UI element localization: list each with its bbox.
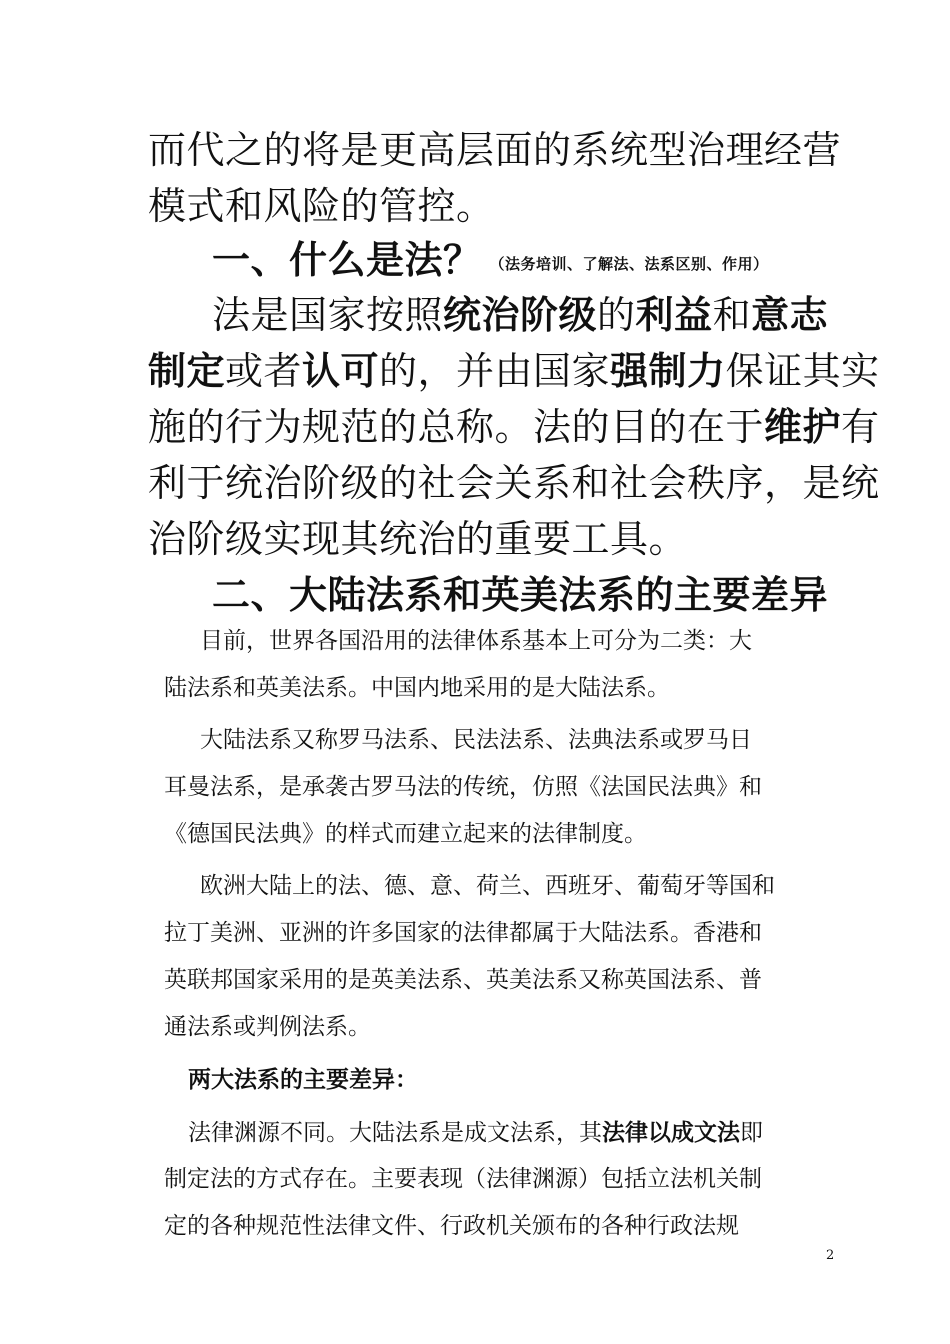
text-run: 即	[740, 1120, 763, 1146]
emphasis-run: 统治阶级	[443, 293, 598, 337]
section1-para-line-1	[212, 287, 828, 343]
emphasis-run: 意志	[751, 293, 829, 337]
section2-subheading: 两大法系的主要差异：	[188, 1066, 418, 1093]
section2-p3-line-4: 通法系或判例法系。	[164, 1014, 371, 1040]
text-run: 法是国家按照	[212, 293, 444, 337]
emphasis-run: 维护	[764, 405, 842, 449]
text-run: 或者	[225, 349, 303, 393]
text-run: 的	[597, 293, 636, 337]
text-run: 有	[841, 405, 880, 449]
section2-p4-line-1	[188, 1109, 763, 1157]
text-run: 和	[712, 293, 752, 337]
section2-p1-line-1: 目前，世界各国沿用的法律体系基本上可分为二类：大	[200, 628, 752, 654]
emphasis-run: 利益	[635, 293, 713, 337]
section2-p2-line-2: 耳曼法系，是承袭古罗马法的传统，仿照《法国民法典》和	[164, 774, 762, 800]
section1-heading	[212, 232, 769, 292]
emphasis-run: 强制力	[610, 349, 726, 393]
emphasis-run: 法律以成文法	[602, 1119, 740, 1146]
text-run: 的，并由国家	[379, 349, 611, 393]
emphasis-run: 制定	[148, 349, 226, 393]
section2-p2-line-1: 大陆法系又称罗马法系、民法法系、法典法系或罗马日	[200, 727, 752, 753]
section2-p2-line-3: 《德国民法典》的样式而建立起来的法律制度。	[164, 821, 647, 847]
section1-para-line-2	[148, 343, 880, 399]
page-number: 2	[826, 1248, 835, 1263]
section2-p4-line-2: 制定法的方式存在。主要表现（法律渊源）包括立法机关制	[164, 1166, 762, 1192]
section2-p1-line-2: 陆法系和英美法系。中国内地采用的是大陆法系。	[164, 675, 670, 701]
emphasis-run: 认可	[302, 349, 380, 393]
intro-line-1: 而代之的将是更高层面的系统型治理经营	[148, 128, 842, 172]
section1-para-line-4: 利于统治阶级的社会关系和社会秩序，是统	[148, 461, 880, 505]
section2-p4-line-3: 定的各种规范性法律文件、行政机关颁布的各种行政法规	[164, 1213, 739, 1239]
text-run: 法律渊源不同。大陆法系是成文法系，其	[188, 1120, 602, 1146]
section1-para-line-3	[148, 399, 880, 455]
section1-heading-note: （法务培训、了解法、法系区别、作用）	[489, 255, 769, 273]
section2-p3-line-1: 欧洲大陆上的法、德、意、荷兰、西班牙、葡萄牙等国和	[200, 873, 775, 899]
text-run: 保证其实	[725, 349, 880, 393]
intro-line-2: 模式和风险的管控。	[148, 184, 495, 228]
section2-heading: 二、大陆法系和英美法系的主要差异	[212, 573, 829, 617]
section2-p3-line-2: 拉丁美洲、亚洲的许多国家的法律都属于大陆法系。香港和	[164, 920, 762, 946]
section2-p3-line-3: 英联邦国家采用的是英美法系、英美法系又称英国法系、普	[164, 967, 762, 993]
section1-para-line-5: 治阶级实现其统治的重要工具。	[148, 517, 688, 561]
section1-heading-text: 一、什么是法？	[212, 238, 482, 282]
text-run: 施的行为规范的总称。法的目的在于	[148, 405, 765, 449]
